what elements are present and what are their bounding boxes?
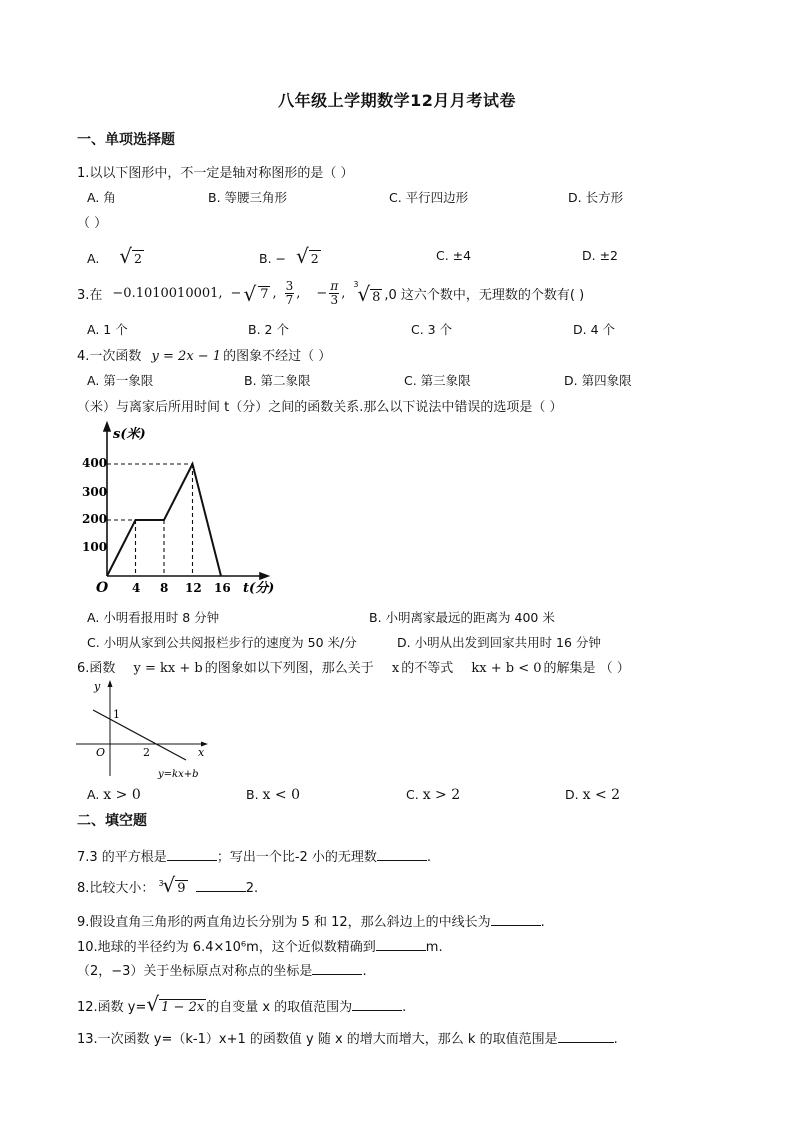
x-tick-4: 4 [132, 581, 141, 595]
question-3-stem: 3.在 −0.1010010001, − √ 7 , $\frac{3}{7}$ , − $\frac{\pi}{3}$ , 3 √ 8 ,0 这六个数中，无理数的个数有( ) [77, 279, 585, 307]
question-1-stem: 1.以以下图形中，不一定是轴对称图形的是（ ） [77, 166, 354, 181]
sqrt-symbol: √ [295, 244, 309, 268]
function-line [93, 710, 186, 760]
question-6-option-d[interactable]: D. x < 2 [565, 787, 621, 803]
q6-suffix: 的解集是 （ ） [543, 661, 630, 676]
question-12: 12.函数 y=√ 1 − 2x 的自变量 x 的取值范围为 . [77, 992, 407, 1016]
y-axis-label: s(米) [113, 427, 146, 442]
section-heading-choice: 一、单项选择题 [77, 132, 175, 148]
origin-label: O [96, 580, 109, 596]
question-9: 9.假设直角三角形的两直角边长分别为 5 和 12，那么斜边上的中线长为 . [77, 915, 545, 930]
question-2-option-a[interactable] [87, 244, 144, 268]
radicand: 2 [310, 251, 319, 266]
sqrt-symbol: √ [146, 992, 160, 1016]
question-3-option-a[interactable]: A. 1 个 [87, 322, 128, 337]
sqrt-symbol: √ [243, 281, 257, 306]
q3-suffix: ,0 这六个数中，无理数的个数有( ) [384, 288, 585, 303]
q4-formula: y = 2x − 1 [151, 349, 222, 364]
q3-fraction-3-7: $\frac{3}{7}$ [285, 279, 294, 307]
y-tick-300: 300 [82, 485, 108, 499]
option-label: B. − [259, 251, 286, 266]
answer-blank[interactable] [558, 1031, 614, 1043]
q3-number-1: −0.1010010001, [112, 286, 223, 301]
question-1-option-a[interactable]: A. 角 [87, 190, 116, 205]
q6-mid2: 的不等式 [401, 661, 454, 676]
y-axis-arrow [104, 423, 110, 431]
question-6-option-a[interactable]: A. x > 0 [87, 787, 141, 803]
radicand: 1 − 2x [161, 1000, 205, 1015]
answer-blank[interactable] [491, 914, 541, 926]
q6-formula-2: kx + b < 0 [471, 661, 542, 676]
y-axis-label: y [94, 680, 101, 693]
page-title: 八年级上学期数学12月月考试卷 [278, 91, 516, 110]
question-1-option-d[interactable]: D. 长方形 [568, 190, 624, 205]
q6-mid: 的图象如以下列图，那么关于 [204, 661, 374, 676]
question-2-stem: （ ） [77, 216, 108, 231]
question-6-option-b[interactable]: B. x < 0 [246, 787, 300, 803]
distance-time-chart [80, 420, 280, 600]
option-label: A. [87, 251, 100, 266]
y-tick-400: 400 [82, 456, 108, 470]
sqrt-symbol: √ [119, 244, 133, 268]
answer-blank[interactable] [376, 939, 426, 951]
question-4-option-c[interactable]: C. 第三象限 [404, 373, 471, 388]
q6-prefix: 6.函数 [77, 661, 116, 676]
y-axis-arrow [108, 680, 113, 687]
q6-var: x [391, 661, 400, 676]
question-5-option-d[interactable]: D. 小明从出发到回家共用时 16 分钟 [397, 635, 601, 650]
question-5-option-c[interactable]: C. 小明从家到公共阅报栏步行的速度为 50 米/分 [87, 635, 357, 650]
cube-root-9: 3 √ 9 [158, 873, 186, 897]
x-tick-8: 8 [160, 581, 169, 595]
question-10: 10.地球的半径约为 6.4×10⁶m，这个近似数精确到 m. [77, 940, 443, 955]
line-equation-label: y=kx+b [158, 769, 199, 780]
question-1-option-c[interactable]: C. 平行四边形 [389, 190, 469, 205]
question-6-stem [77, 657, 630, 676]
section-heading-fill-in: 二、填空题 [77, 813, 147, 829]
x-tick-16: 16 [214, 581, 231, 595]
radicand: 2 [134, 251, 142, 266]
x-intercept-label: 2 [143, 746, 150, 759]
q4-suffix: 的图象不经过（ ） [223, 349, 332, 364]
question-4-option-d[interactable]: D. 第四象限 [564, 373, 632, 388]
question-13: 13.一次函数 y=（k-1）x+1 的函数值 y 随 x 的增大而增大，那么 k 的取值范围是 . [77, 1032, 618, 1047]
linear-function-graph [74, 678, 214, 782]
question-6-option-c[interactable]: C. x > 2 [406, 787, 461, 803]
x-axis-label: x [198, 746, 205, 759]
answer-blank[interactable] [352, 999, 402, 1011]
question-4-option-b[interactable]: B. 第二象限 [244, 373, 311, 388]
q6-formula-1: y = kx + b [133, 661, 203, 676]
answer-blank[interactable] [377, 849, 427, 861]
y-tick-100: 100 [82, 540, 108, 554]
q3-number-4-sign: − [316, 286, 328, 301]
q3-number-2-radicand: 7 [260, 286, 269, 302]
question-2-option-c[interactable]: C. ±4 [436, 248, 472, 263]
question-5-option-a[interactable]: A. 小明看报用时 8 分钟 [87, 610, 220, 625]
question-2-option-d[interactable]: D. ±2 [582, 248, 618, 263]
question-3-option-c[interactable]: C. 3 个 [411, 322, 453, 337]
question-3-option-b[interactable]: B. 2 个 [248, 322, 289, 337]
question-3-option-d[interactable]: D. 4 个 [573, 322, 615, 337]
y-intercept-label: 1 [113, 708, 120, 721]
answer-blank[interactable] [167, 849, 217, 861]
question-1-option-b[interactable]: B. 等腰三角形 [208, 190, 288, 205]
x-axis-label: t(分) [243, 581, 275, 596]
answer-blank[interactable] [312, 963, 362, 975]
question-5-stem: （米）与离家后所用时间 t（分）之间的函数关系.那么以下说法中错误的选项是（ ） [77, 400, 563, 415]
question-8: 8.比较大小： 3 √ 9 2. [77, 873, 259, 897]
answer-blank[interactable] [196, 880, 246, 892]
question-4-stem [77, 345, 331, 364]
question-2-option-b[interactable] [259, 244, 321, 268]
q3-number-2-sign: − [230, 286, 242, 301]
x-tick-12: 12 [185, 581, 202, 595]
q4-prefix: 4.一次函数 [77, 349, 142, 364]
y-tick-200: 200 [82, 512, 108, 526]
origin-label: O [96, 746, 106, 759]
question-5-option-b[interactable]: B. 小明离家最远的距离为 400 米 [369, 610, 555, 625]
q3-prefix: 3.在 [77, 288, 103, 303]
question-11: （2，−3）关于坐标原点对称点的坐标是 . [77, 964, 367, 979]
question-4-option-a[interactable]: A. 第一象限 [87, 373, 154, 388]
q3-fraction-pi-3: $\frac{\pi}{3}$ [330, 279, 339, 307]
x-axis-arrow [260, 573, 268, 579]
question-7: 7.3 的平方根是 ；写出一个比-2 小的无理数 . [77, 850, 432, 865]
q3-cube-root-8: 3 √ 8 [353, 279, 381, 306]
